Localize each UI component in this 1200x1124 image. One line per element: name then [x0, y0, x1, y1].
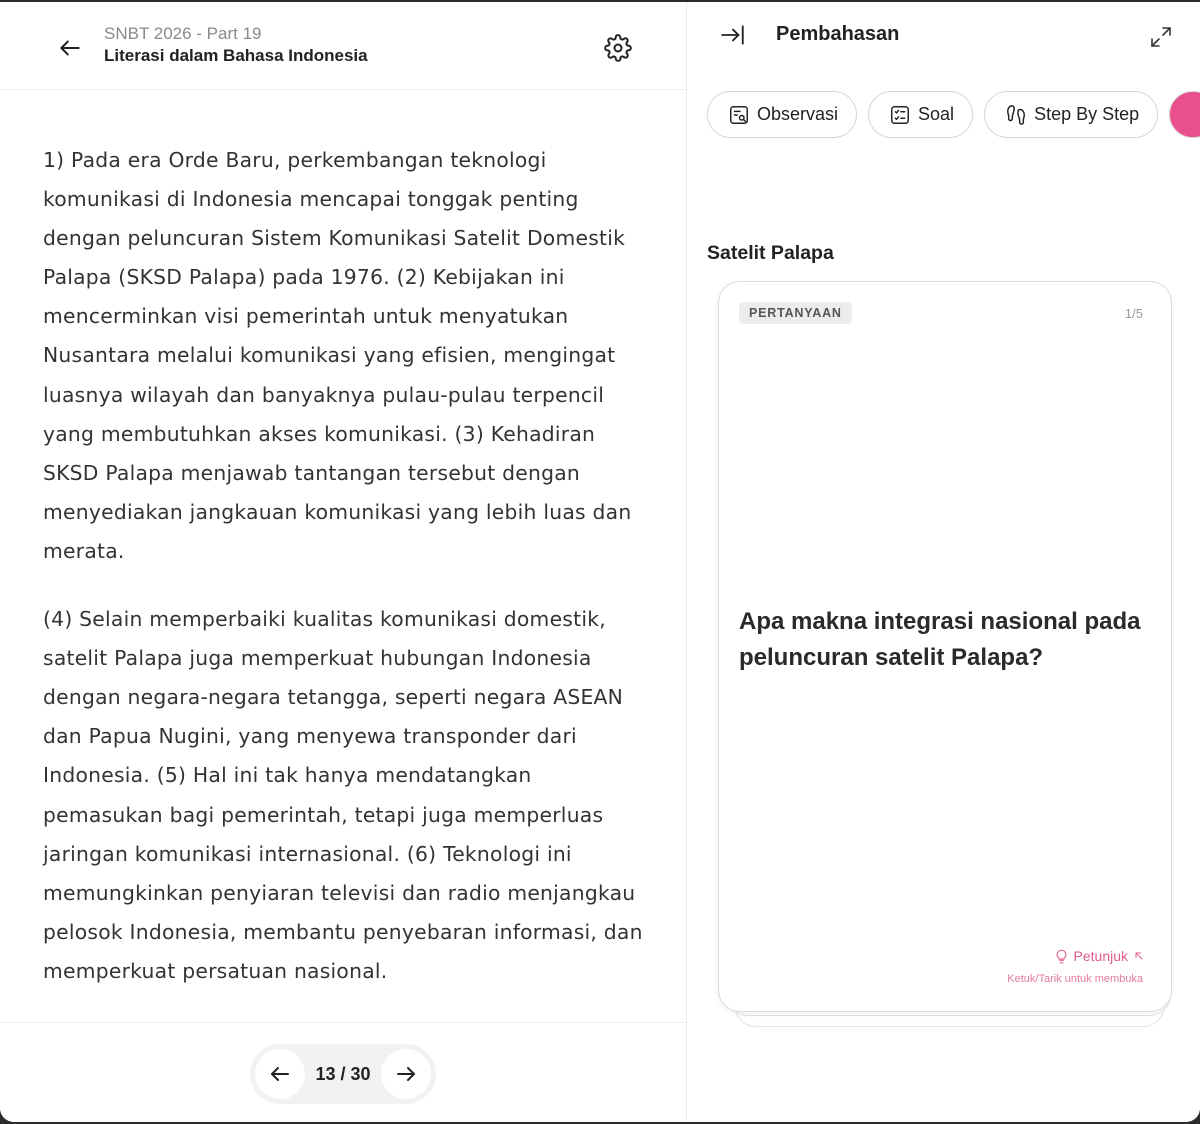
collapse-panel-icon — [720, 22, 746, 48]
app-frame — [0, 2, 1200, 1122]
chip-label: Soal — [918, 104, 955, 124]
pagination — [250, 1044, 436, 1104]
passage-paragraph-2: (4) Selain memperbaiki kualitas komunikasi domestik, satelit Palapa juga memperkuat hubungan Indonesia dengan negara-negara tetangga, seperti negara ASEAN dan Papua Nugini, yang menyewa transponder dari Indonesia. (5) Hal ini tak hanya mendatangkan pemasukan bagi pemerintah, tetapi juga memperluas jaringan komunikasi internasional. (6) Teknologi ini memungkinkan penyiaran televisi dan radio menjangkau pelosok Indonesia, membantu penyebaran informasi, dan memperkuat persatuan nasional. — [43, 607, 643, 983]
section-title: Satelit Palapa — [707, 242, 834, 264]
discussion-panel — [688, 2, 1200, 1122]
hint-button[interactable] — [1054, 948, 1145, 964]
panel-title: Pembahasan — [776, 23, 900, 45]
prev-page-button[interactable] — [255, 1049, 305, 1099]
mode-chips — [707, 91, 1200, 138]
arrow-left-icon — [268, 1062, 292, 1086]
checklist-icon — [889, 104, 911, 126]
question-badge: PERTANYAAN — [739, 302, 852, 324]
panel-header — [688, 2, 1200, 72]
chip-label: Step By Step — [1034, 104, 1140, 124]
page-subtitle: SNBT 2026 - Part 19 — [104, 24, 262, 43]
chip-label: Observasi — [757, 104, 839, 124]
expand-icon — [1149, 25, 1173, 49]
gear-icon — [604, 34, 632, 62]
hint-instruction: Ketuk/Tarik untuk membuka — [1007, 973, 1143, 985]
next-page-button[interactable] — [381, 1049, 431, 1099]
arrow-right-icon — [394, 1062, 418, 1086]
reading-header — [0, 2, 686, 90]
hint-label: Petunjuk — [1073, 948, 1128, 964]
reading-passage — [43, 141, 643, 991]
expand-button[interactable] — [1146, 22, 1176, 52]
reading-footer — [0, 1022, 687, 1122]
title-block — [104, 23, 368, 67]
arrow-up-left-icon — [1133, 950, 1145, 962]
lightbulb-icon — [1054, 949, 1069, 964]
question-card[interactable] — [718, 281, 1172, 1012]
page-title: Literasi dalam Bahasa Indonesia — [104, 46, 368, 65]
observation-icon — [728, 104, 750, 126]
settings-button[interactable] — [600, 30, 636, 66]
chip-soal[interactable] — [868, 91, 973, 138]
back-button[interactable] — [52, 30, 88, 66]
footsteps-icon — [1005, 104, 1027, 126]
chip-step-by-step[interactable] — [984, 91, 1158, 138]
reading-pane — [0, 2, 687, 1122]
chip-more[interactable] — [1169, 91, 1200, 138]
card-counter: 1/5 — [1124, 306, 1143, 321]
question-text: Apa makna integrasi nasional pada peluncuran satelit Palapa? — [739, 608, 1141, 671]
page-indicator: 13 / 30 — [315, 1063, 371, 1084]
arrow-left-icon — [57, 35, 83, 61]
passage-paragraph-1: 1) Pada era Orde Baru, perkembangan teknologi komunikasi di Indonesia mencapai tonggak penting dengan peluncuran Sistem Komunikasi Satelit Domestik Palapa (SKSD Palapa) pada 1976. (2) Kebijakan ini mencerminkan visi pemerintah untuk menyatukan Nusantara melalui komunikasi yang efisien, mengingat luasnya wilayah dan banyaknya pulau-pulau terpencil yang membutuhkan akses komunikasi. (3) Kehadiran SKSD Palapa menjawab tantangan tersebut dengan menyediakan jangkauan komunikasi yang lebih luas dan merata. — [43, 148, 632, 563]
chip-observasi[interactable] — [707, 91, 857, 138]
collapse-panel-button[interactable] — [718, 20, 748, 50]
